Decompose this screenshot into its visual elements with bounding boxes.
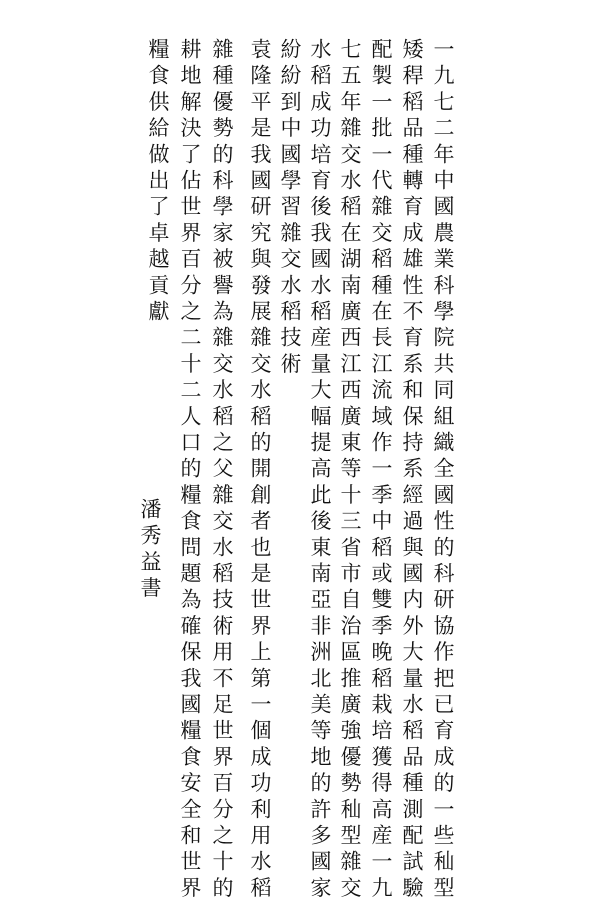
calligraphy-column-7: 袁隆平是我國研究與發展雜交水稻的開創者也是世界上第一個成功利用水稻 <box>248 38 272 903</box>
calligraphy-column-8: 雜種優勢的科學家被譽為雜交水稻之父雜交水稻技術用不足世界百分之十的 <box>210 38 234 903</box>
signature: 潘秀益書 <box>138 498 162 603</box>
calligraphy-column-10: 糧食供給做出了卓越貢獻 <box>146 38 170 327</box>
calligraphy-column-1: 一九七二年中國農業科學院共同組織全國性的科研協作把已育成的一些秈型 <box>431 38 455 903</box>
calligraphy-column-4: 七五年雜交水稻在湖南廣西江西廣東等十三省市自治區推廣強優勢秈型雜交 <box>338 38 362 903</box>
calligraphy-column-5: 水稻成功培育後我國水稻産量大幅提高此後東南亞非洲北美等地的許多國家 <box>308 38 332 903</box>
calligraphy-column-6: 紛紛到中國學習雜交水稻技術 <box>278 38 302 379</box>
calligraphy-column-2: 矮稈稻品種轉育成雄性不育系和保持系經過與國内外大量水稻品種測配試驗 <box>400 38 424 903</box>
calligraphy-column-9: 耕地解決了佔世界百分之二十二人口的糧食問題為確保我國糧食安全和世界 <box>178 38 202 903</box>
calligraphy-column-3: 配製一批一代雜交稻種在長江流域作一季中稻或雙季晚稻栽培獲得高産一九 <box>369 38 393 903</box>
